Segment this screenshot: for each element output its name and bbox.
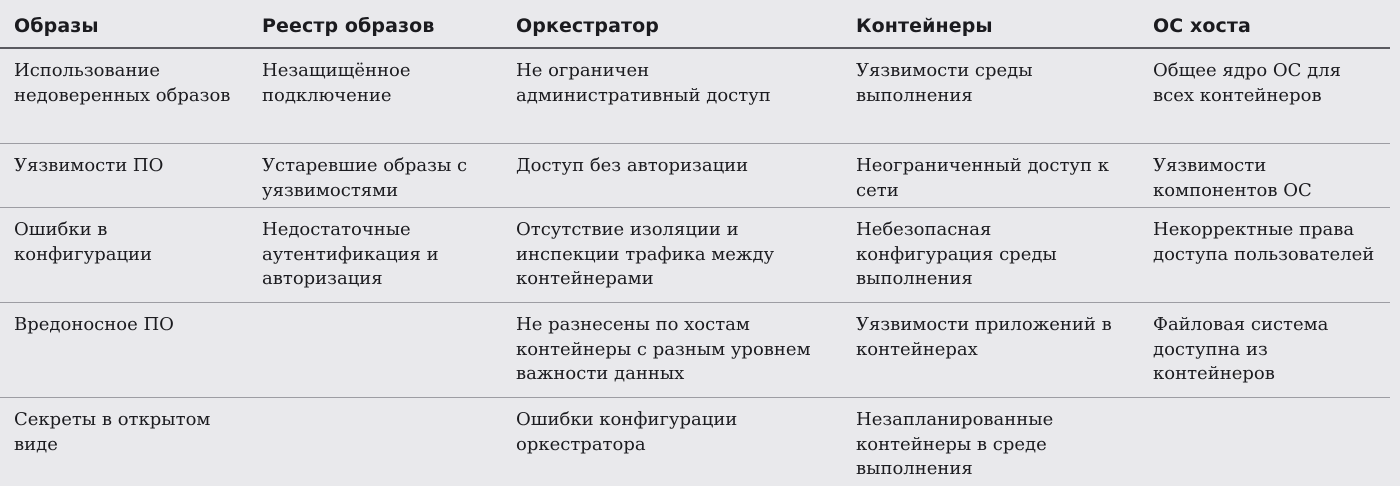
- table-row: [0, 48, 1390, 144]
- table-cell: Вредоносное ПО: [0, 303, 248, 398]
- table-cell: Общее ядро ОС для всех контейнеров: [1139, 48, 1390, 144]
- table-cell: Использование недоверенных образов: [0, 48, 248, 144]
- header-row: [0, 4, 1390, 48]
- table-cell: Уязвимости компонентов ОС: [1139, 144, 1390, 208]
- table-cell: [248, 303, 502, 398]
- column-header-images: Образы: [0, 4, 248, 48]
- table-cell: Некорректные права доступа пользователей: [1139, 208, 1390, 303]
- table-cell: Небезопасная конфигурация среды выполнения: [842, 208, 1139, 303]
- container-risks-table: [0, 4, 1390, 486]
- column-header-image-registry: Реестр образов: [248, 4, 502, 48]
- table-cell: Незащищённое подключение: [248, 48, 502, 144]
- table-row: [0, 398, 1390, 486]
- table-cell: [1139, 398, 1390, 486]
- table-cell: Доступ без авторизации: [502, 144, 842, 208]
- table-cell: Не разнесены по хостам контейнеры с разным уровнем важности данных: [502, 303, 842, 398]
- table-cell: Не ограничен административный доступ: [502, 48, 842, 144]
- table-row: [0, 208, 1390, 303]
- table-body: [0, 48, 1390, 486]
- table-cell: Файловая система доступна из контейнеров: [1139, 303, 1390, 398]
- table-cell: Незапланированные контейнеры в среде выполнения: [856, 409, 1054, 479]
- table-cell: [248, 398, 502, 486]
- table-row: [0, 303, 1390, 398]
- table-row: [0, 144, 1390, 208]
- table-cell: Устаревшие образы с уязвимостями: [248, 144, 502, 208]
- table-cell: Секреты в открытом виде: [14, 409, 211, 455]
- table-cell: Ошибки в конфигурации: [0, 208, 248, 303]
- table-cell: Уязвимости среды выполнения: [842, 48, 1139, 144]
- table-cell: Неограниченный доступ к сети: [842, 144, 1139, 208]
- table-header: [0, 4, 1390, 48]
- table-cell: Ошибки конфигурации оркестратора: [516, 409, 738, 455]
- column-header-orchestrator: Оркестратор: [502, 4, 842, 48]
- column-header-containers: Контейнеры: [842, 4, 1139, 48]
- column-header-host-os: ОС хоста: [1139, 4, 1390, 48]
- table-cell: Недостаточные аутентификация и авторизация: [248, 208, 502, 303]
- table-cell: Отсутствие изоляции и инспекции трафика между контейнерами: [502, 208, 842, 303]
- table-cell: Уязвимости ПО: [0, 144, 248, 208]
- table-cell: Уязвимости приложений в контейнерах: [842, 303, 1139, 398]
